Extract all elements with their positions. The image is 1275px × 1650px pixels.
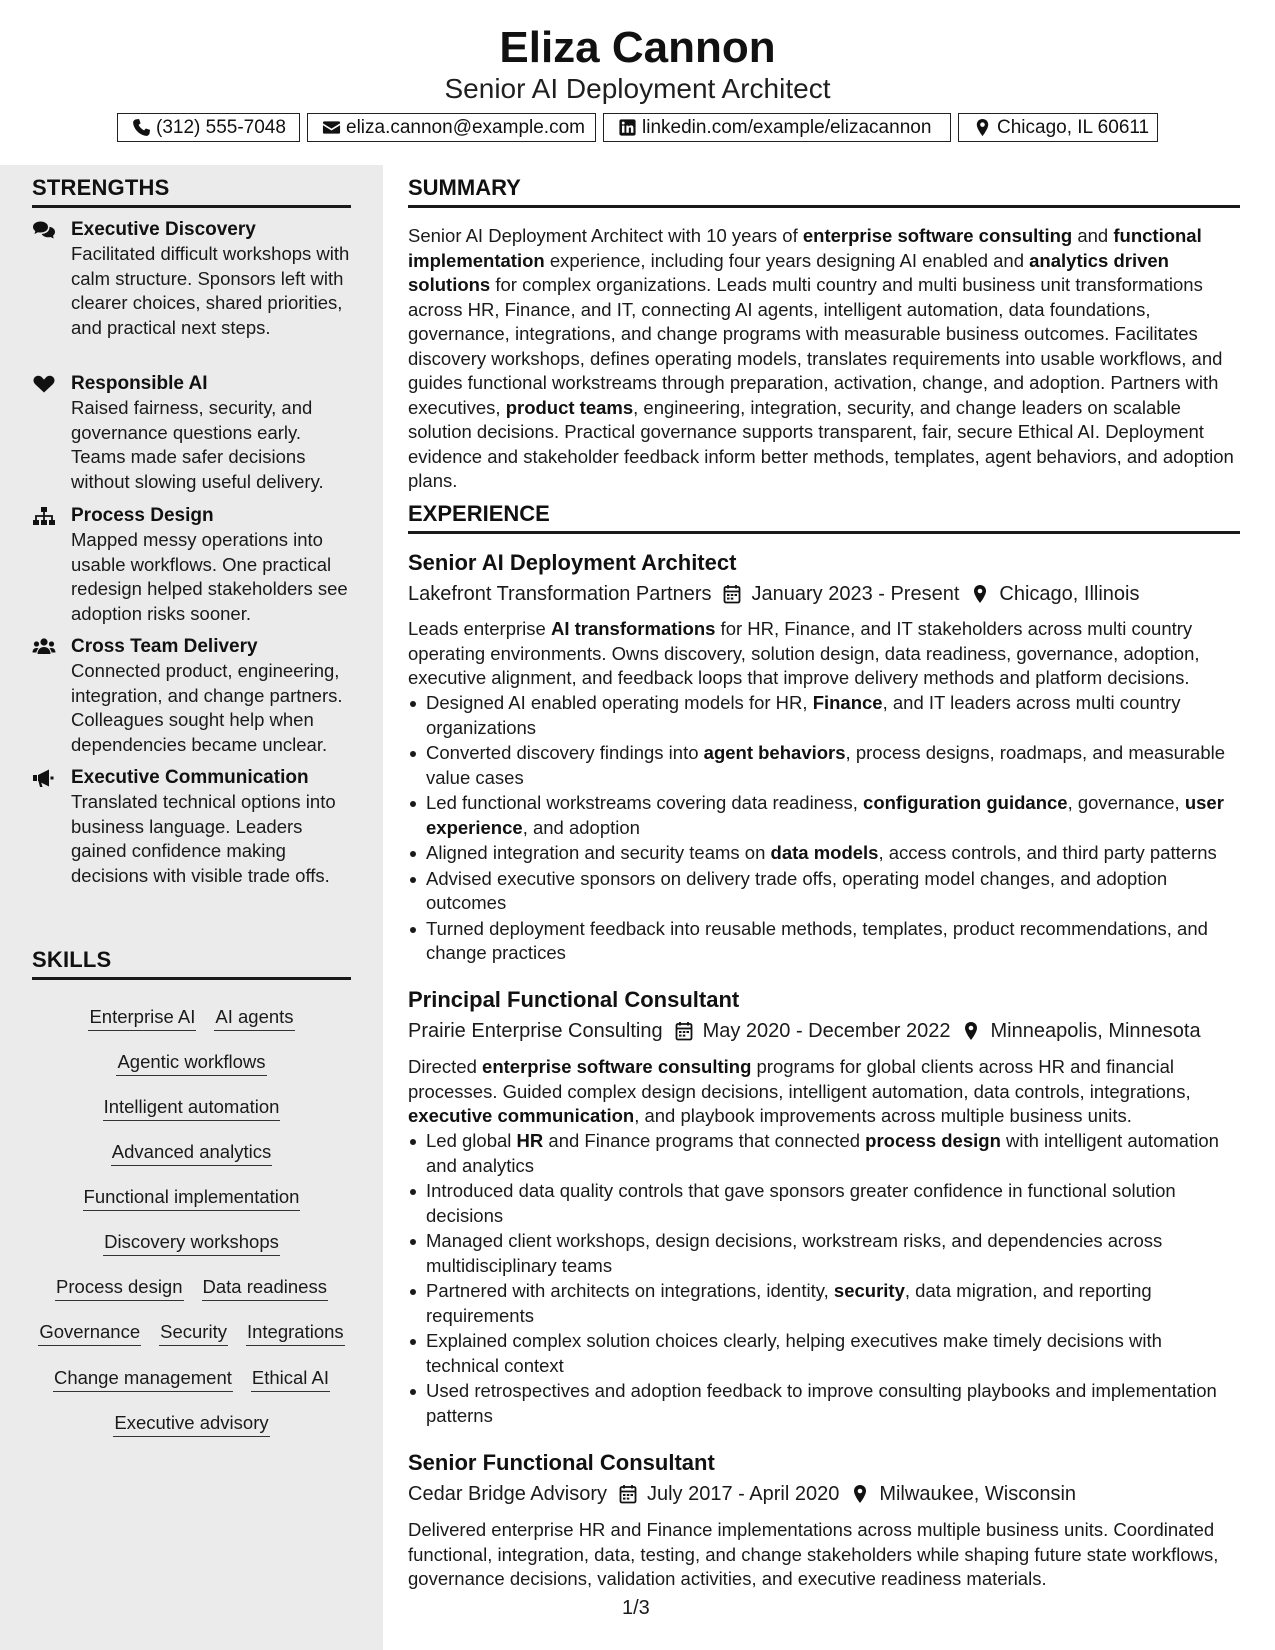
text-run: , and playbook improvements across multiple business units.: [634, 1105, 1132, 1126]
text-run: for HR, Finance, and IT stakeholders across multi country operating environments. Owns discovery, solution design, data readiness, governance, adoption, executive alignment, and feedback loops that improve delivery methods and platform decisions.: [408, 618, 1200, 688]
text-run: Led functional workstreams covering data readiness,: [426, 792, 864, 813]
skill-tag: Process design: [55, 1274, 183, 1301]
skill-tag: Security: [159, 1319, 228, 1346]
skills-heading: SKILLS: [32, 947, 351, 980]
summary-heading: SUMMARY: [408, 175, 1240, 208]
job-bullets: [408, 1129, 1240, 1429]
contact-email-text: eliza.cannon@example.com: [346, 116, 585, 138]
text-run: Senior AI Deployment Architect with 10 years of: [408, 225, 803, 246]
job-title: Senior AI Deployment Architect: [408, 550, 737, 575]
skill-tag: Change management: [53, 1365, 233, 1392]
strength-item: [32, 765, 354, 888]
candidate-role: Senior AI Deployment Architect: [444, 73, 831, 104]
comments-icon: [32, 220, 56, 240]
skills-row: [32, 1274, 351, 1301]
job-dates: July 2017 - April 2020: [646, 1483, 840, 1505]
contact-email[interactable]: [307, 113, 596, 142]
strength-title: Executive Communication: [71, 767, 309, 788]
bold-keyword: process design: [865, 1130, 1001, 1151]
contact-location: [958, 113, 1158, 142]
megaphone-icon: [32, 768, 56, 788]
strength-item: [32, 634, 354, 757]
text-run: Designed AI enabled operating models for HR,: [426, 692, 813, 713]
bold-keyword: configuration guidance: [863, 792, 1068, 813]
map-pin-icon: [971, 584, 989, 604]
skill-tag: Enterprise AI: [88, 1004, 196, 1031]
skills-row: [32, 1410, 351, 1437]
bold-keyword: AI transformations: [550, 618, 716, 639]
skill-tag: Ethical AI: [251, 1365, 330, 1392]
job-intro: [408, 1518, 1240, 1592]
bullet-item: [408, 917, 1240, 966]
text-run: , governance,: [1067, 792, 1185, 813]
skills-row: [32, 1049, 351, 1076]
contact-location-text: Chicago, IL 60611: [997, 116, 1150, 138]
sidebar: [0, 165, 383, 1650]
job-meta: [408, 1018, 1201, 1044]
strength-title: Executive Discovery: [71, 219, 256, 240]
job-location: Chicago, Illinois: [999, 583, 1140, 605]
map-pin-icon: [962, 1021, 980, 1041]
skill-tag: AI agents: [214, 1004, 294, 1031]
phone-icon: [132, 118, 151, 137]
text-run: and: [1072, 225, 1114, 246]
bold-keyword: Finance: [812, 692, 883, 713]
calendar-icon: [619, 1484, 637, 1504]
bullet-item: [408, 791, 1240, 840]
text-run: Partnered with architects on integrations, identity,: [426, 1280, 834, 1301]
text-run: Used retrospectives and adoption feedback to improve consulting playbooks and implementation patterns: [426, 1380, 1217, 1426]
text-run: for complex organizations. Leads multi country and multi business unit transformations across HR, Finance, and IT, connecting AI agents, intelligent automation, data foundations, governance, integrations, and change programs with measurable business outcomes. Facilitates discovery workshops, defines operating models, translates requirements into usable workflows, and guides functional workstreams through preparation, activation, change, and adoption. Partners with executives,: [408, 274, 1223, 418]
bullet-item: [408, 1179, 1240, 1228]
bold-keyword: security: [833, 1280, 905, 1301]
bullet-item: [408, 1279, 1240, 1328]
linkedin-icon: [618, 118, 637, 137]
strength-title: Process Design: [71, 505, 214, 526]
bullet-item: [408, 1229, 1240, 1278]
job-intro: [408, 1055, 1240, 1129]
contact-phone[interactable]: [117, 113, 300, 142]
skill-tag: Integrations: [246, 1319, 345, 1346]
job-dates: May 2020 - December 2022: [702, 1020, 951, 1042]
job-intro: [408, 617, 1240, 691]
contact-linkedin[interactable]: [603, 113, 951, 142]
bold-keyword: analytics driven solutions: [408, 249, 1169, 295]
skills-row: [32, 1319, 351, 1346]
strength-item: [32, 503, 354, 626]
skill-tag: Governance: [38, 1319, 141, 1346]
bullet-item: [408, 1329, 1240, 1378]
text-run: Leads enterprise: [408, 618, 551, 639]
text-run: Managed client workshops, design decisions, workstream risks, and dependencies across multidisciplinary teams: [426, 1230, 1163, 1276]
strength-description: Mapped messy operations into usable workflows. One practical redesign helped stakeholders see adoption risks sooner.: [71, 529, 348, 624]
bold-keyword: functional implementation: [408, 225, 1202, 271]
skills-row: [32, 1365, 351, 1392]
job-dates: January 2023 - Present: [751, 583, 960, 605]
text-run: Aligned integration and security teams on: [426, 842, 771, 863]
skill-tag: Agentic workflows: [116, 1049, 266, 1076]
skill-tag: Executive advisory: [113, 1410, 269, 1437]
job-meta: [408, 1481, 1076, 1507]
job-title: Principal Functional Consultant: [408, 987, 740, 1012]
text-run: Introduced data quality controls that gave sponsors greater confidence in functional solution decisions: [426, 1180, 1176, 1226]
map-pin-icon: [973, 118, 992, 137]
text-run: , process designs, roadmaps, and measurable value cases: [426, 742, 1226, 788]
skill-tag: Functional implementation: [83, 1184, 301, 1211]
skills-row: [32, 1094, 351, 1121]
bold-keyword: executive communication: [408, 1105, 635, 1126]
text-run: , and IT leaders across multi country organizations: [426, 692, 1181, 738]
job-company: Cedar Bridge Advisory: [408, 1483, 607, 1505]
job-location: Minneapolis, Minnesota: [990, 1020, 1201, 1042]
skills-row: [32, 1229, 351, 1256]
map-pin-icon: [851, 1484, 869, 1504]
bold-keyword: enterprise software consulting: [802, 225, 1073, 246]
text-run: with intelligent automation and analytics: [426, 1130, 1219, 1176]
job-title: Senior Functional Consultant: [408, 1450, 715, 1475]
contact-bar: [0, 113, 1275, 142]
skills-row: [32, 1184, 351, 1211]
strength-description: Raised fairness, security, and governance questions early. Teams made safer decisions without slowing useful delivery.: [71, 397, 324, 492]
skill-tag: Advanced analytics: [111, 1139, 272, 1166]
text-run: Directed: [408, 1056, 483, 1077]
skill-tag: Discovery workshops: [103, 1229, 280, 1256]
bold-keyword: product teams: [505, 396, 634, 418]
skills-row: [32, 1004, 351, 1031]
strengths-heading: STRENGTHS: [32, 175, 351, 208]
experience-heading: EXPERIENCE: [408, 501, 1240, 534]
candidate-name: Eliza Cannon: [499, 23, 776, 72]
strength-description: Facilitated difficult workshops with calm structure. Sponsors left with clearer choices, shared priorities, and practical next steps.: [71, 243, 350, 338]
bold-keyword: enterprise software consulting: [482, 1056, 752, 1077]
text-run: Explained complex solution choices clearly, helping executives make timely decisions with technical context: [426, 1330, 1162, 1376]
text-run: programs for global clients across HR and financial processes. Guided complex design decisions, intelligent automation, data controls, integrations,: [408, 1056, 1191, 1102]
strength-title: Responsible AI: [71, 373, 208, 394]
skill-tag: Intelligent automation: [103, 1094, 281, 1121]
job-company: Prairie Enterprise Consulting: [408, 1020, 663, 1042]
text-run: , data migration, and reporting requirements: [426, 1280, 1152, 1326]
job-location: Milwaukee, Wisconsin: [879, 1483, 1077, 1505]
contact-phone-text: (312) 555-7048: [156, 116, 286, 138]
contact-linkedin-text: linkedin.com/example/elizacannon: [642, 116, 932, 138]
strength-title: Cross Team Delivery: [71, 636, 258, 657]
text-run: , engineering, integration, security, and change leaders on scalable solution decisions. Practical governance supports transparent, fair, secure Ethical AI. Deployment evidence and stakeholder feedback inform better methods, templates, agent behaviors, and adoption plans.: [408, 396, 1234, 491]
envelope-icon: [322, 118, 341, 137]
bold-keyword: data models: [770, 842, 879, 863]
text-run: experience, including four years designing AI enabled and: [544, 249, 1030, 271]
bullet-item: [408, 1129, 1240, 1178]
strength-description: Translated technical options into business language. Leaders gained confidence making decisions with visible trade offs.: [71, 791, 336, 886]
job-meta: [408, 581, 1139, 607]
job-bullets: [408, 691, 1240, 967]
skill-tag: Data readiness: [202, 1274, 328, 1301]
strength-item: [32, 217, 354, 340]
bold-keyword: user experience: [426, 792, 1224, 838]
text-run: Advised executive sponsors on delivery trade offs, operating model changes, and adoption outcomes: [426, 867, 1168, 913]
text-run: , access controls, and third party patterns: [878, 842, 1217, 863]
text-run: Turned deployment feedback into reusable methods, templates, product recommendations, and change practices: [426, 917, 1208, 963]
text-run: Converted discovery findings into: [426, 742, 704, 763]
text-run: and Finance programs that connected: [543, 1130, 866, 1151]
sitemap-icon: [32, 506, 56, 526]
heart-icon: [32, 374, 56, 394]
bullet-item: [408, 841, 1240, 866]
summary-paragraph: [408, 224, 1240, 494]
page-number: 1/3: [622, 1597, 650, 1619]
bold-keyword: agent behaviors: [703, 742, 846, 763]
resume-header: [0, 0, 1275, 165]
text-run: Delivered enterprise HR and Finance implementations across multiple business units. Coordinated functional, integration, data, testing, and change stakeholders while shaping future state workflows, governance decisions, validation activities, and executive readiness materials.: [408, 1519, 1219, 1589]
bold-keyword: HR: [516, 1130, 544, 1151]
users-icon: [32, 637, 56, 657]
text-run: , and adoption: [522, 816, 640, 838]
calendar-icon: [723, 584, 741, 604]
text-run: Led global: [426, 1130, 517, 1151]
bullet-item: [408, 1379, 1240, 1428]
bullet-item: [408, 741, 1240, 790]
strength-item: [32, 371, 354, 494]
job-company: Lakefront Transformation Partners: [408, 583, 712, 605]
bullet-item: [408, 691, 1240, 740]
bullet-item: [408, 867, 1240, 916]
strength-description: Connected product, engineering, integration, and change partners. Colleagues sought help when dependencies became unclear.: [71, 660, 343, 755]
skills-row: [32, 1139, 351, 1166]
calendar-icon: [675, 1021, 693, 1041]
